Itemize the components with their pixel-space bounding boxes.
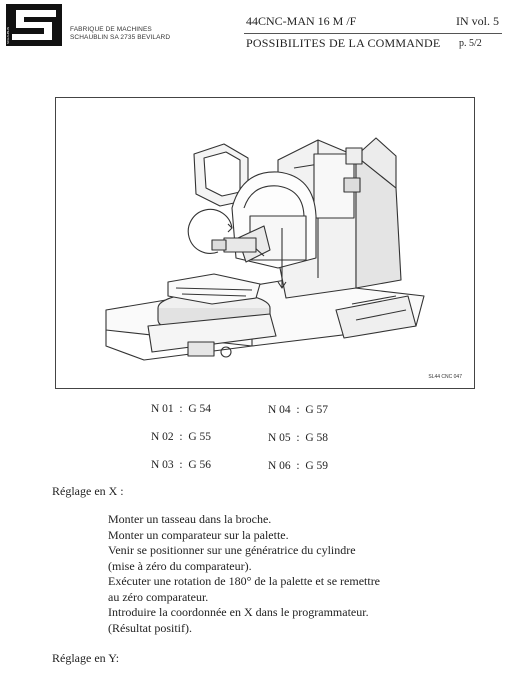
- instruction-line: Introduire la coordonnée en X dans le programmateur.: [108, 605, 369, 619]
- page-number: p. 5/2: [459, 38, 482, 49]
- code-n04: N 04 : G 57: [268, 404, 329, 416]
- document-title: 44CNC-MAN 16 M /F: [246, 14, 357, 28]
- company-location: SCHAUBLIN SA 2735 BEVILARD: [70, 34, 171, 41]
- instruction-line: Monter un comparateur sur la palette.: [108, 527, 289, 542]
- code-n02: N 02 : G 55: [151, 431, 212, 443]
- reglage-x-heading: Réglage en X :: [52, 484, 124, 498]
- company-address: [70, 26, 170, 42]
- reglage-y-heading: Réglage en Y:: [52, 651, 120, 665]
- code-n06: N 06 : G 59: [268, 460, 329, 472]
- instruction-line: Monter un tasseau dans la broche.: [108, 512, 272, 526]
- volume-label: IN vol. 5: [456, 14, 499, 28]
- figure-reference: SL44 CNC 047: [428, 374, 462, 380]
- header-divider: [244, 33, 502, 34]
- instruction-line: Venir se positionner sur une génératrice du cylindre: [108, 543, 356, 557]
- logo-vertical-text: SCHAUBLIN: [6, 26, 10, 44]
- section-title: POSSIBILITES DE LA COMMANDE: [246, 36, 441, 50]
- instruction-line: au zéro comparateur.: [108, 589, 209, 604]
- reglage-x-instructions: [108, 512, 380, 636]
- company-name: FABRIQUE DE MACHINES: [70, 26, 152, 33]
- machine-illustration: [55, 97, 475, 389]
- code-n03: N 03 : G 56: [151, 459, 212, 471]
- code-n01: N 01 : G 54: [151, 403, 212, 415]
- code-n05: N 05 : G 58: [268, 432, 329, 444]
- instruction-line: (Résultat positif).: [108, 620, 192, 635]
- instruction-line: (mise à zéro du comparateur).: [108, 558, 252, 573]
- machine-drawing: [56, 98, 474, 388]
- company-logo: [6, 4, 62, 46]
- instruction-line: Exécuter une rotation de 180° de la palette et se remettre: [108, 574, 381, 588]
